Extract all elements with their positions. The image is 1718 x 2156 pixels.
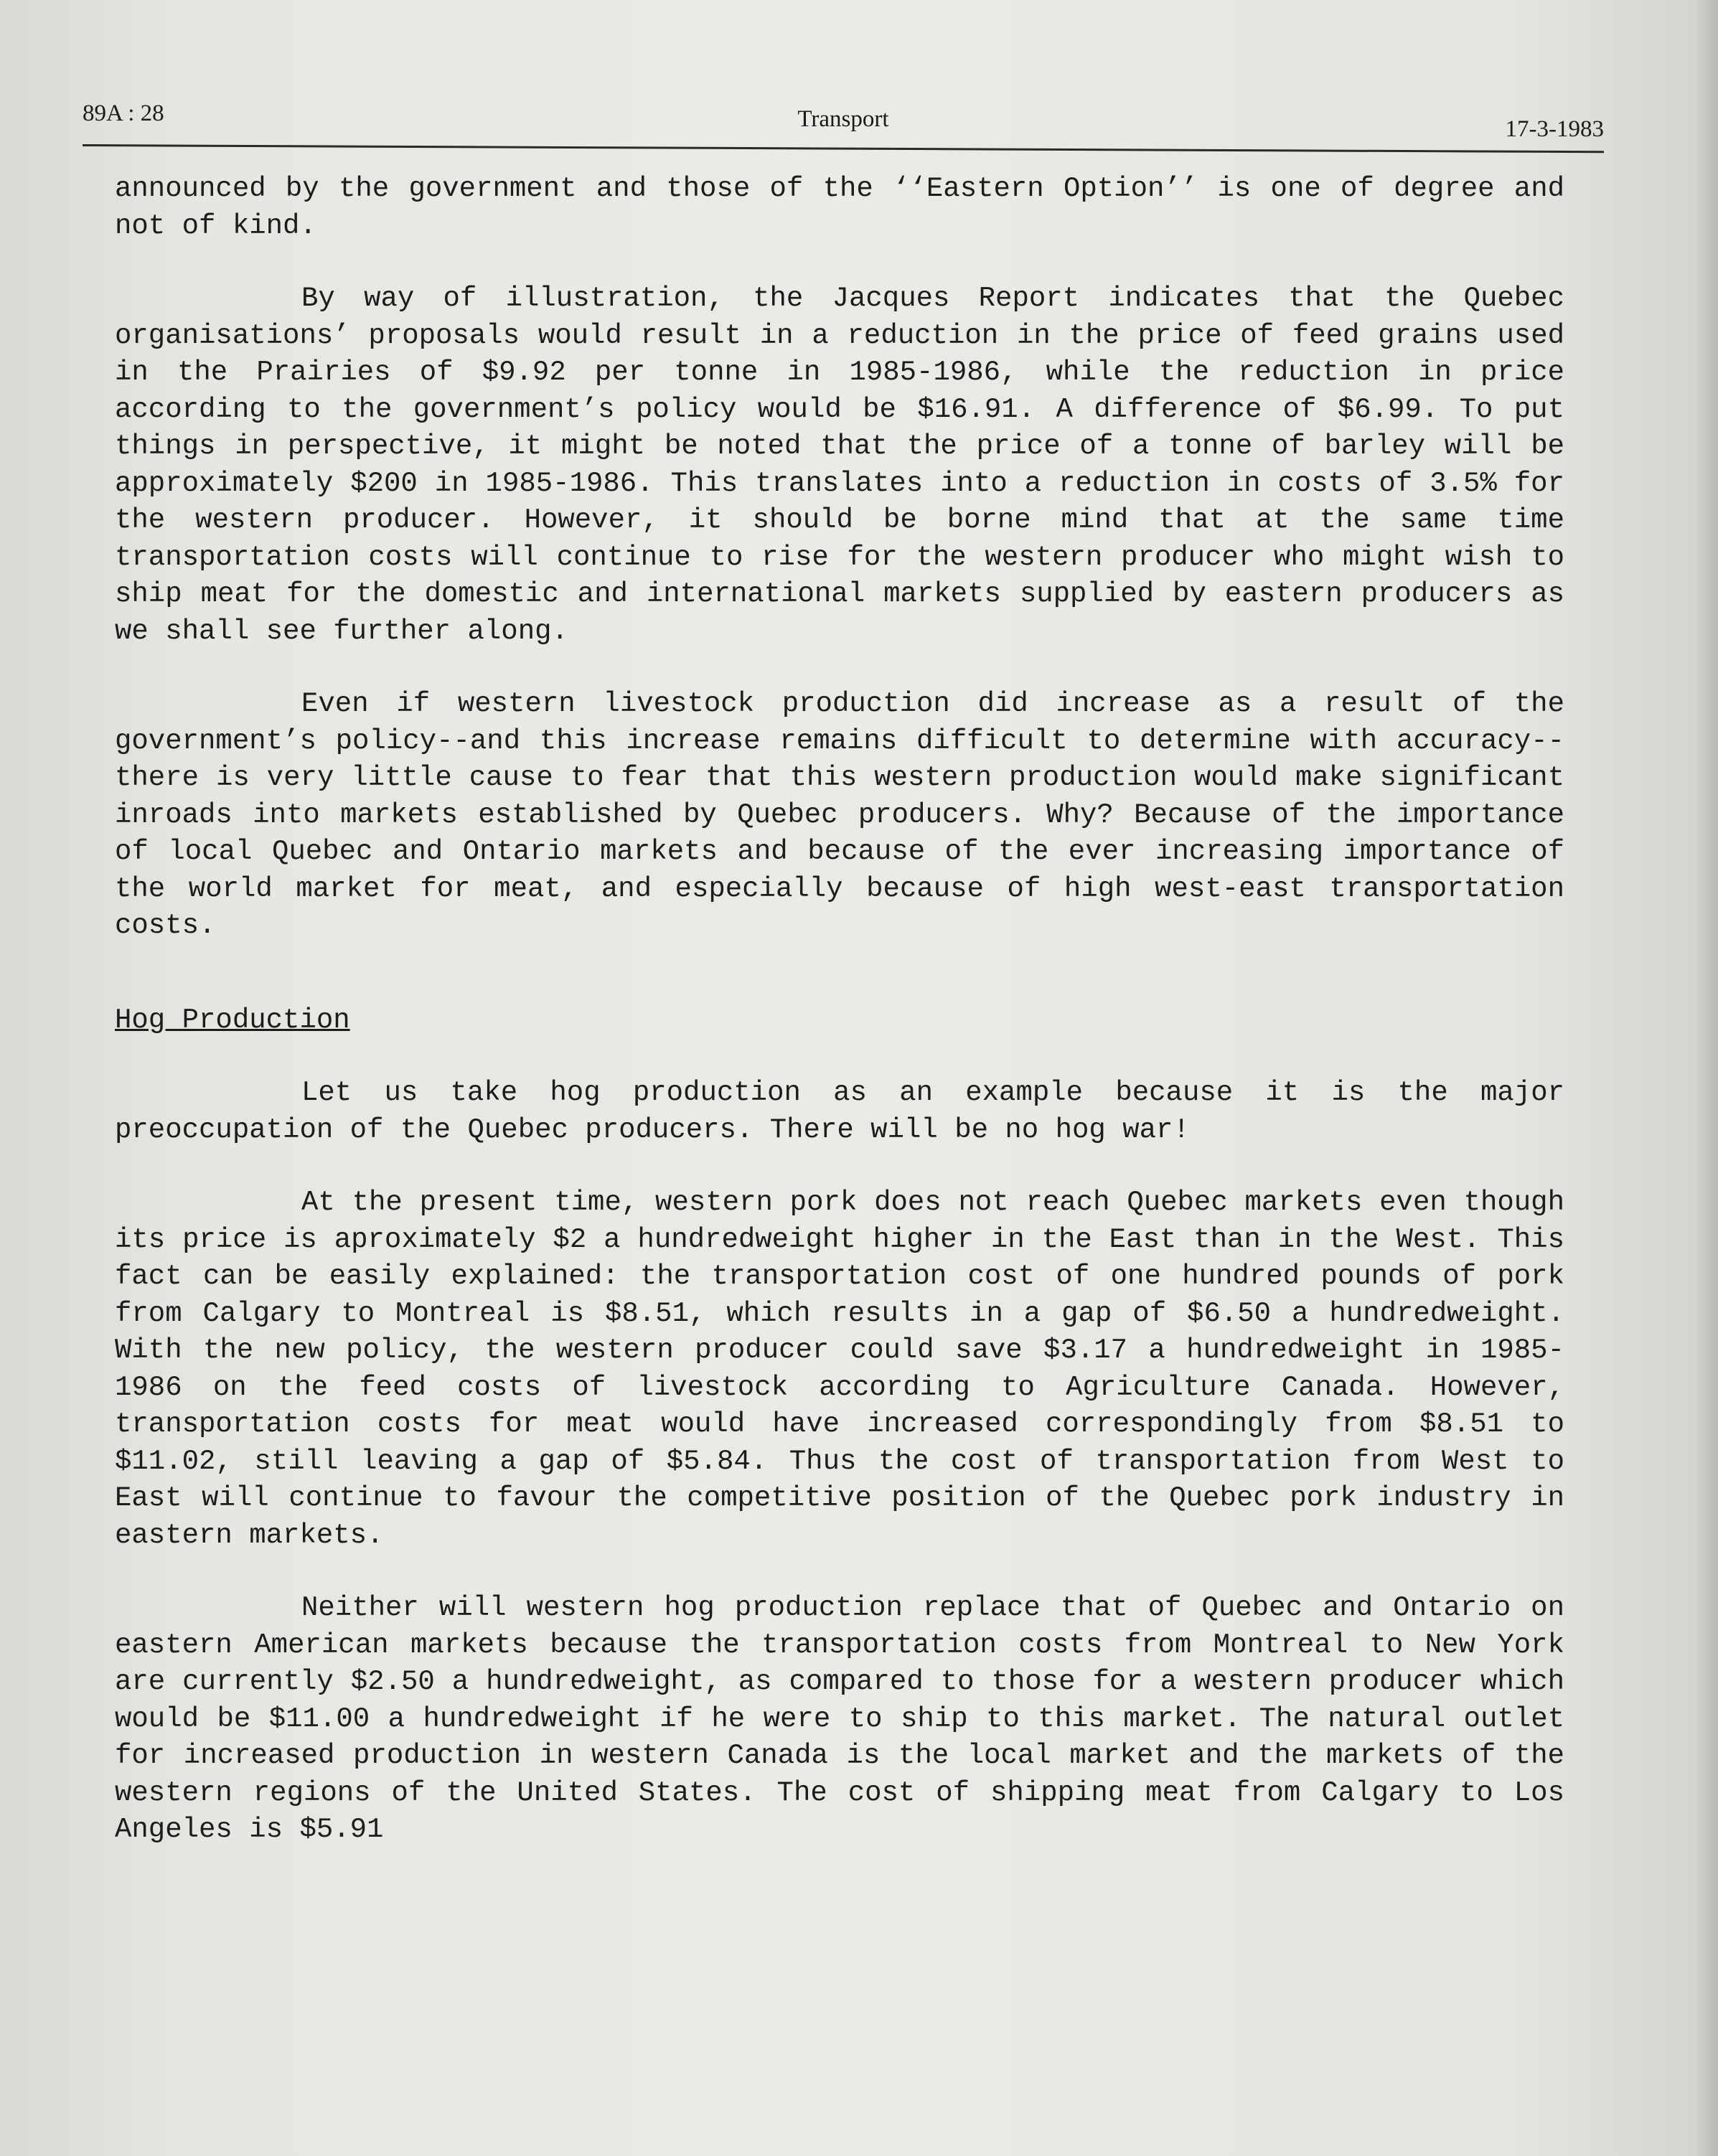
paragraph-continued: announced by the government and those of the ‘‘Eastern Option’’ is one of degree and not of kind. — [115, 173, 1564, 242]
paragraph-livestock-production: Even if western livestock production did increase as a result of the government’s policy--and this increase remains difficult to determine with accuracy--there is very little cause to fear that this western production would make significant inroads into markets established by Quebec producers. Why? Because of the importance of local Quebec and Ontario markets and because of the ever increasing importance of the world market for meat, and especially because of high west-east transportation costs. — [115, 688, 1564, 941]
paragraph-western-pork: At the present time, western pork does not reach Quebec markets even though its price is aproximately $2 a hundredweight higher in the East than in the West. This fact can be easily explained: the transportation cost of one hundred pounds of pork from Calgary to Montreal is $8.51, which results in a gap of $6.50 a hundredweight. With the new policy, the western producer could save $3.17 a hundredweight in 1985-1986 on the feed costs of livestock according to Agriculture Canada. However, transportation costs for meat would have increased correspondingly from $8.51 to $11.02, still leaving a gap of $5.84. Thus the cost of transportation from West to East will continue to favour the competitive position of the Quebec pork industry in eastern markets. — [115, 1187, 1564, 1551]
header-date: 17-3-1983 — [1505, 116, 1604, 142]
running-header — [83, 100, 1604, 143]
section-heading-text: Hog Production — [115, 1004, 350, 1036]
document-body — [115, 171, 1564, 1849]
header-title: Transport — [797, 106, 889, 132]
page-edge-shadow — [1696, 0, 1718, 2156]
section-heading — [115, 1002, 1564, 1040]
header-rule — [83, 144, 1604, 153]
paragraph-jacques-report: By way of illustration, the Jacques Report indicates that the Quebec organisations’ proposals would result in a reduction in the price of feed grains used in the Prairies of $9.92 per tonne in 1985-1986, while the reduction in price according to the government’s policy would be $16.91. A difference of $6.99. To put things in perspective, it might be noted that the price of a tonne of barley will be approximately $200 in 1985-1986. This translates into a reduction in costs of 3.5% for the western producer. However, it should be borne mind that at the same time transportation costs will continue to rise for the western producer who might wish to ship meat for the domestic and international markets supplied by eastern producers as we shall see further along. — [115, 283, 1564, 647]
paragraph-american-markets: Neither will western hog production replace that of Quebec and Ontario on eastern American markets because the transportation costs from Montreal to New York are currently $2.50 a hundredweight, as compared to those for a western producer which would be $11.00 a hundredweight if he were to ship to this market. The natural outlet for increased production in western Canada is the local market and the markets of the western regions of the United States. The cost of shipping meat from Calgary to Los Angeles is $5.91 — [115, 1592, 1564, 1845]
paragraph-hog-example: Let us take hog production as an example because it is the major preoccupation of the Quebec producers. There will be no hog war! — [115, 1077, 1564, 1146]
page-reference: 89A : 28 — [83, 100, 164, 126]
